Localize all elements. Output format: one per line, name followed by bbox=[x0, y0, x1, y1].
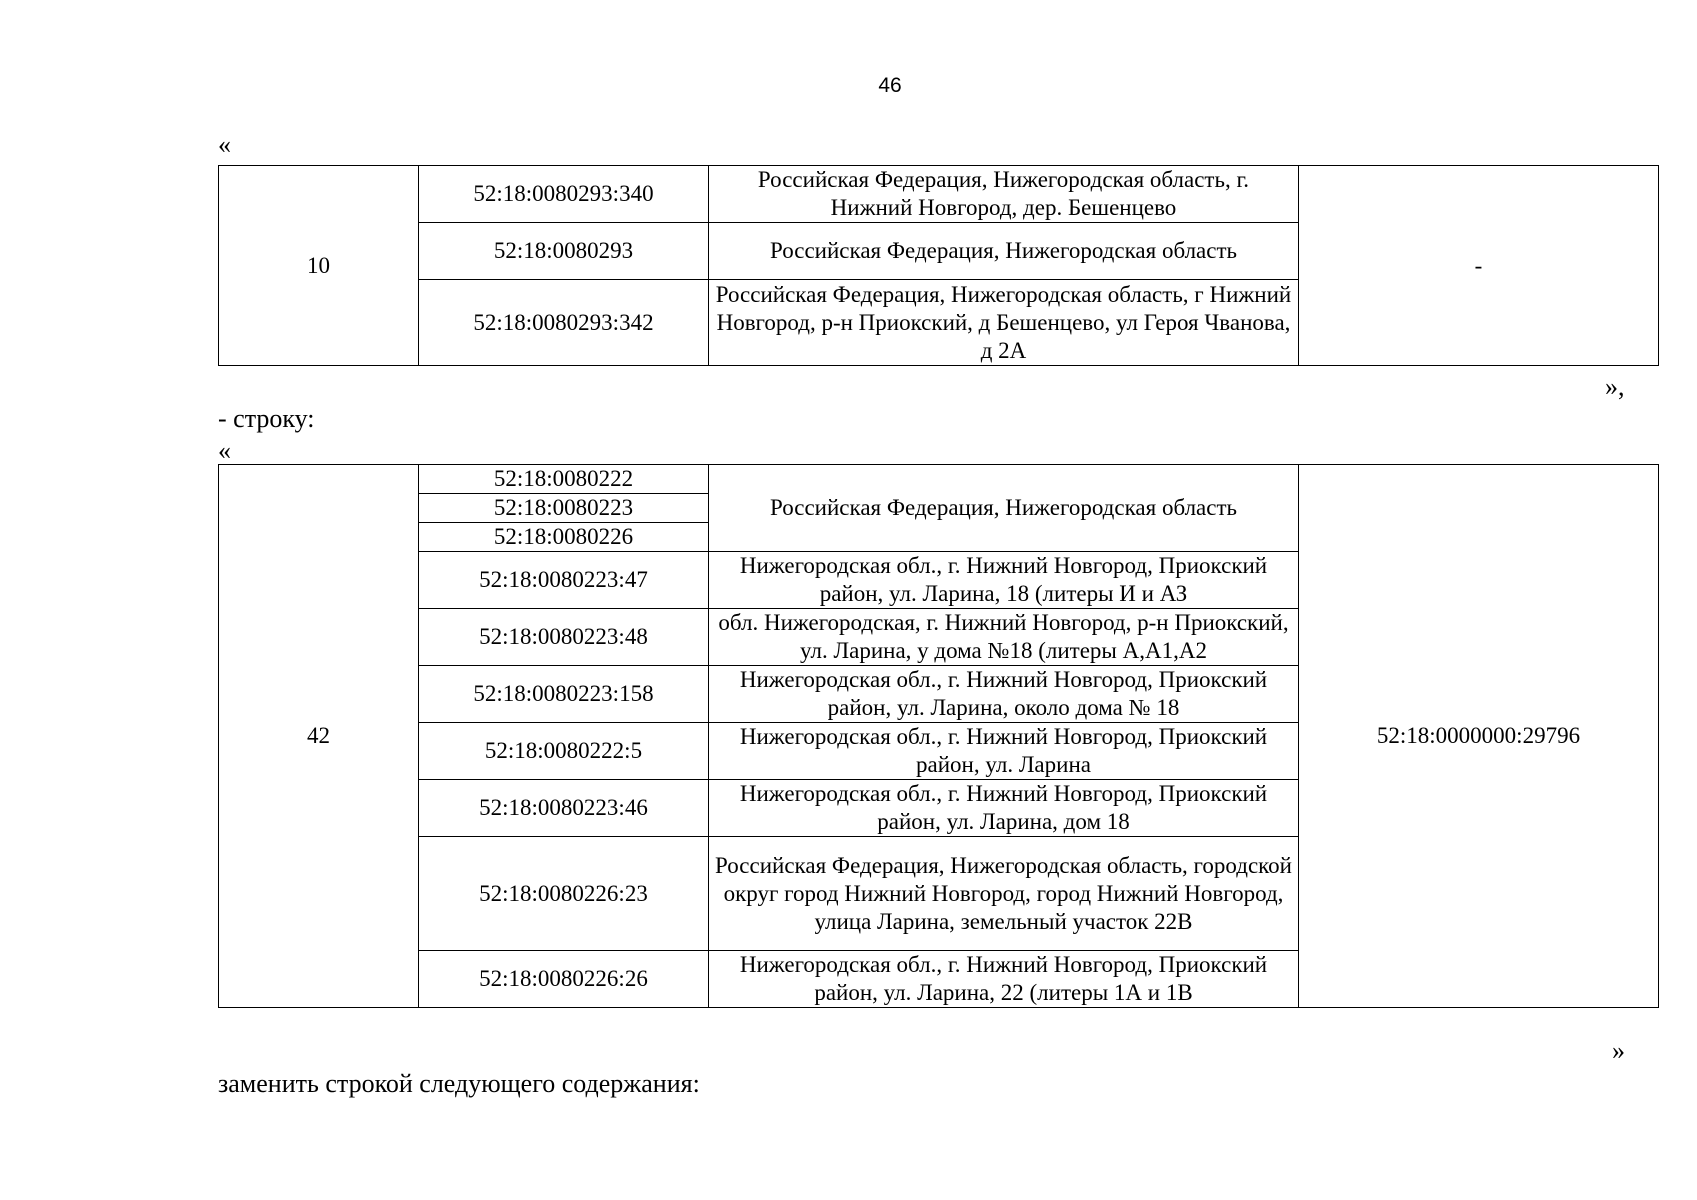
address-cell: Российская Федерация, Нижегородская область bbox=[709, 465, 1299, 552]
cadastral-cell: 52:18:0080226 bbox=[419, 523, 709, 552]
cadastral-cell: 52:18:0080226:23 bbox=[419, 837, 709, 951]
cadastral-cell: 52:18:0080226:26 bbox=[419, 951, 709, 1008]
row-number-cell: 42 bbox=[219, 465, 419, 1008]
open-quote-2: « bbox=[218, 436, 231, 465]
address-cell: Нижегородская обл., г. Нижний Новгород, Приокский район, ул. Ларина, около дома № 18 bbox=[709, 666, 1299, 723]
page-number: 46 bbox=[878, 74, 902, 97]
replace-text: заменить строкой следующего содержания: bbox=[218, 1069, 700, 1098]
cadastral-cell: 52:18:0080293 bbox=[419, 223, 709, 280]
table-1 bbox=[218, 165, 1659, 366]
close-quote-2: » bbox=[1612, 1036, 1625, 1065]
table-row bbox=[219, 465, 1659, 494]
address-cell: Российская Федерация, Нижегородская область, г. Нижний Новгород, дер. Бешенцево bbox=[709, 166, 1299, 223]
cadastral-cell: 52:18:0080293:340 bbox=[419, 166, 709, 223]
table-row bbox=[219, 166, 1659, 223]
cadastral-cell: 52:18:0080222 bbox=[419, 465, 709, 494]
cadastral-cell: 52:18:0080223:48 bbox=[419, 609, 709, 666]
cadastral-cell: 52:18:0080222:5 bbox=[419, 723, 709, 780]
cadastral-cell: 52:18:0080293:342 bbox=[419, 280, 709, 366]
row-number-cell: 10 bbox=[219, 166, 419, 366]
table-2 bbox=[218, 464, 1659, 1008]
address-cell: Российская Федерация, Нижегородская область bbox=[709, 223, 1299, 280]
cadastral-cell: 52:18:0080223 bbox=[419, 494, 709, 523]
address-cell: Нижегородская обл., г. Нижний Новгород, Приокский район, ул. Ларина bbox=[709, 723, 1299, 780]
intro-text: - строку: bbox=[218, 404, 315, 433]
close-quote-1: », bbox=[1605, 372, 1625, 401]
cadastral-cell: 52:18:0080223:158 bbox=[419, 666, 709, 723]
last-cell: - bbox=[1299, 166, 1659, 366]
address-cell: Российская Федерация, Нижегородская область, г Нижний Новгород, р-н Приокский, д Бешенцево, ул Героя Чванова, д 2А bbox=[709, 280, 1299, 366]
open-quote-1: « bbox=[218, 130, 231, 159]
cadastral-cell: 52:18:0080223:47 bbox=[419, 552, 709, 609]
address-cell: Нижегородская обл., г. Нижний Новгород, Приокский район, ул. Ларина, 18 (литеры И и АЗ bbox=[709, 552, 1299, 609]
address-cell: обл. Нижегородская, г. Нижний Новгород, р-н Приокский, ул. Ларина, у дома №18 (литеры А,А1,А2 bbox=[709, 609, 1299, 666]
address-cell: Нижегородская обл., г. Нижний Новгород, Приокский район, ул. Ларина, 22 (литеры 1А и 1В bbox=[709, 951, 1299, 1008]
cadastral-cell: 52:18:0080223:46 bbox=[419, 780, 709, 837]
address-cell: Нижегородская обл., г. Нижний Новгород, Приокский район, ул. Ларина, дом 18 bbox=[709, 780, 1299, 837]
address-cell: Российская Федерация, Нижегородская область, городской округ город Нижний Новгород, город Нижний Новгород, улица Ларина, земельный участок 22В bbox=[709, 837, 1299, 951]
last-cell: 52:18:0000000:29796 bbox=[1299, 465, 1659, 1008]
